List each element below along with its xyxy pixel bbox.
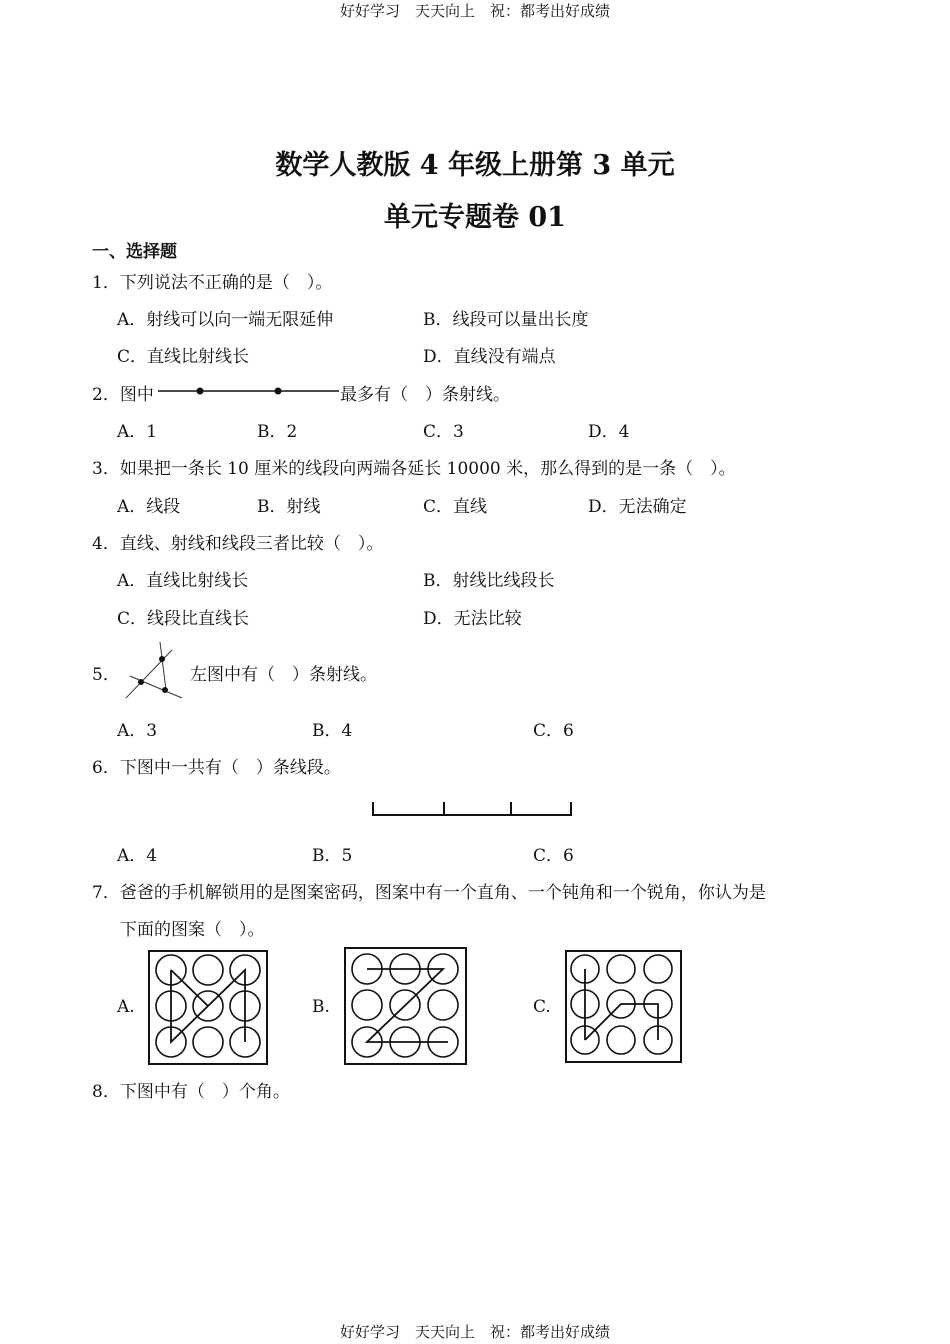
q6-option-a[interactable]: A．4	[117, 846, 158, 866]
q7-stem-line2: 下面的图案（ ）。	[120, 920, 265, 940]
q5-option-b[interactable]: B．4	[312, 721, 353, 741]
q6-stem: 6．下图中一共有（ ）条线段。	[92, 758, 341, 778]
q4-option-a[interactable]: A．直线比射线长	[117, 571, 249, 591]
page-title: 数学人教版 4 年级上册第 3 单元	[275, 150, 675, 181]
q1-option-d[interactable]: D．直线没有端点	[423, 347, 556, 367]
q2-line-figure	[158, 382, 340, 400]
q6-option-c[interactable]: C．6	[533, 846, 574, 866]
q4-option-d[interactable]: D．无法比较	[423, 609, 522, 629]
q4-stem: 4．直线、射线和线段三者比较（ ）。	[92, 534, 384, 554]
page-header: 好好学习 天天向上 祝：都考出好成绩	[339, 2, 610, 20]
q4-option-b[interactable]: B．射线比线段长	[423, 571, 555, 591]
q5-number: 5．	[92, 665, 120, 685]
q5-option-c[interactable]: C．6	[533, 721, 574, 741]
q1-stem: 1．下列说法不正确的是（ ）。	[92, 273, 333, 293]
q1-option-a[interactable]: A．射线可以向一端无限延伸	[117, 310, 334, 330]
q1-option-b[interactable]: B．线段可以量出长度	[423, 310, 589, 330]
section-heading: 一、选择题	[92, 242, 177, 262]
q8-stem: 8．下图中有（ ）个角。	[92, 1082, 290, 1102]
q5-option-a[interactable]: A．3	[117, 721, 158, 741]
q3-option-c[interactable]: C．直线	[423, 497, 488, 517]
page-footer: 好好学习 天天向上 祝：都考出好成绩	[339, 1323, 610, 1341]
q4-option-c[interactable]: C．线段比直线长	[117, 609, 250, 629]
q3-option-d[interactable]: D．无法确定	[588, 497, 687, 517]
q7-option-a-label[interactable]: A.	[117, 997, 135, 1017]
q5-ray-figure	[122, 640, 186, 704]
q7-pattern-b	[344, 947, 467, 1065]
q2-option-a[interactable]: A．1	[117, 422, 158, 442]
q3-option-b[interactable]: B．射线	[257, 497, 321, 517]
q7-option-c-label[interactable]: C.	[533, 997, 551, 1017]
q2-option-c[interactable]: C．3	[423, 422, 464, 442]
q2-option-b[interactable]: B．2	[257, 422, 298, 442]
q2-stem-end: 最多有（ ）条射线。	[340, 385, 510, 405]
page-subtitle: 单元专题卷 01	[384, 202, 566, 233]
q7-stem-line1: 7．爸爸的手机解锁用的是图案密码，图案中有一个直角、一个钝角和一个锐角，你认为是	[92, 883, 766, 903]
q2-stem-start: 2．图中	[92, 385, 154, 405]
q7-option-b-label[interactable]: B.	[312, 997, 330, 1017]
q3-stem: 3．如果把一条长 10 厘米的线段向两端各延长 10000 米，那么得到的是一条（ ）。	[92, 459, 736, 479]
q6-segment-figure	[372, 800, 574, 820]
q1-option-c[interactable]: C．直线比射线长	[117, 347, 250, 367]
q7-pattern-c	[565, 950, 682, 1063]
q7-pattern-a	[148, 950, 268, 1065]
q5-stem: 左图中有（ ）条射线。	[190, 665, 377, 685]
q3-option-a[interactable]: A．线段	[117, 497, 181, 517]
q6-option-b[interactable]: B．5	[312, 846, 353, 866]
q2-option-d[interactable]: D．4	[588, 422, 630, 442]
